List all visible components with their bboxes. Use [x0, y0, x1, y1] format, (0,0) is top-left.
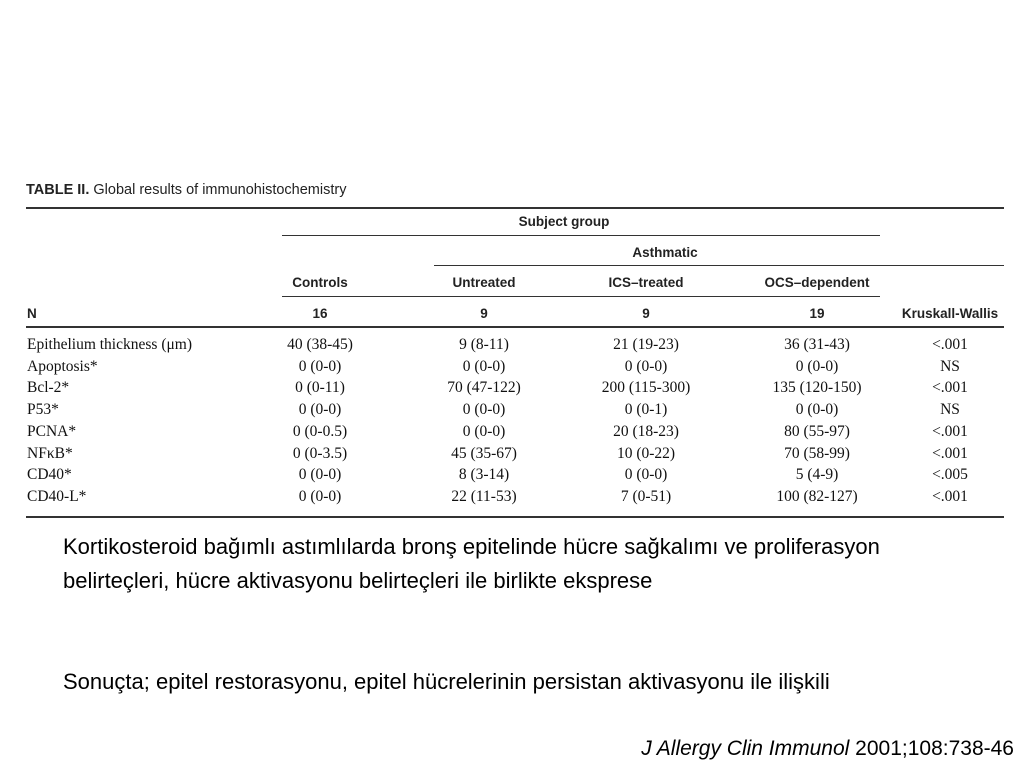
table-cell: 200 (115-300)	[601, 379, 691, 397]
table-cell: 0 (0-0)	[462, 422, 506, 440]
citation-ref: 2001;108:738-46	[849, 737, 1014, 760]
col-header-controls: Controls	[292, 275, 348, 290]
table-cell: 0 (0-3.5)	[292, 444, 348, 462]
citation	[641, 737, 1014, 761]
paragraph-1: Kortikosteroid bağımlı astımlılarda bronş epitelinde hücre sağkalımı ve proliferasyon belirteçleri, hücre aktivasyonu belirteçleri ile birlikte eksprese	[63, 534, 880, 593]
citation-journal: J Allergy Clin Immunol	[641, 737, 850, 760]
bottom-rule	[26, 516, 1004, 518]
asthmatic-rule	[434, 265, 1004, 266]
paragraph-2: Sonuçta; epitel restorasyonu, epitel hücrelerinin persistan aktivasyonu ile ilişkili	[63, 669, 830, 694]
table-cell: <.001	[932, 487, 968, 505]
table-cell: NS	[940, 401, 960, 419]
table-cell: 0 (0-0)	[462, 401, 506, 419]
table-cell: 0 (0-0.5)	[292, 422, 348, 440]
table-cell: 10 (0-22)	[616, 444, 676, 462]
col-header-untreated: Untreated	[452, 275, 516, 290]
table-cell: 22 (11-53)	[451, 487, 517, 505]
n-controls: 16	[312, 306, 328, 321]
column-header-rule	[282, 296, 880, 297]
table-cell: 70 (47-122)	[447, 379, 521, 397]
table-cell: 0 (0-1)	[624, 401, 668, 419]
header-bottom-rule	[26, 326, 1004, 328]
table-cell: <.001	[932, 422, 968, 440]
table-cell: 0 (0-0)	[462, 357, 506, 375]
table-cell: 20 (18-23)	[613, 422, 679, 440]
table-cell: 40 (38-45)	[287, 336, 353, 353]
row-label: Epithelium thickness (μm)	[27, 336, 193, 353]
table-cell: <.005	[932, 466, 968, 484]
row-label: CD40-L*	[27, 487, 87, 505]
table-cell: 0 (0-0)	[298, 357, 342, 375]
table-cell: 100 (82-127)	[776, 487, 858, 505]
table-cell: 7 (0-51)	[620, 487, 672, 505]
table-cell: 0 (0-0)	[795, 401, 839, 419]
table-cell: 36 (31-43)	[784, 336, 850, 353]
row-label: P53*	[27, 401, 59, 419]
row-label: Bcl-2*	[27, 379, 70, 397]
subject-group-rule	[282, 235, 880, 236]
col-header-ocs-dependent: OCS–dependent	[764, 275, 870, 290]
top-rule	[26, 207, 1004, 209]
row-label: PCNA*	[27, 422, 77, 440]
row-label: CD40*	[27, 466, 72, 484]
col-header-kruskall-wallis: Kruskall-Wallis	[901, 306, 999, 321]
table-caption-text: Global results of immunohistochemistry	[93, 182, 347, 198]
table-cell: 0 (0-0)	[298, 466, 342, 484]
row-label: Apoptosis*	[27, 357, 98, 375]
table-cell: <.001	[932, 336, 968, 353]
table-cell: <.001	[932, 379, 968, 397]
table-cell: 45 (35-67)	[451, 444, 517, 462]
table-cell: 70 (58-99)	[784, 444, 850, 462]
table-cell: 0 (0-0)	[298, 487, 342, 505]
n-label: N	[27, 306, 37, 321]
table-cell: 80 (55-97)	[784, 422, 850, 440]
n-untreated: 9	[480, 306, 488, 321]
table-cell: 5 (4-9)	[795, 466, 839, 484]
table-cell: <.001	[932, 444, 968, 462]
table-caption-label: TABLE II.	[26, 182, 90, 198]
n-ics-treated: 9	[642, 306, 650, 321]
asthmatic-header: Asthmatic	[632, 245, 698, 260]
row-label: NFκB*	[27, 444, 73, 462]
table-cell: 8 (3-14)	[458, 466, 510, 484]
table-cell: 9 (8-11)	[459, 336, 509, 353]
table-cell: 21 (19-23)	[613, 336, 679, 353]
n-ocs-dependent: 19	[809, 306, 825, 321]
subject-group-header: Subject group	[518, 214, 610, 229]
table-cell: 0 (0-0)	[624, 466, 668, 484]
table-cell: 0 (0-0)	[795, 357, 839, 375]
table-cell: 135 (120-150)	[772, 379, 862, 397]
table-cell: 0 (0-0)	[298, 401, 342, 419]
table-cell: 0 (0-0)	[624, 357, 668, 375]
table-cell: NS	[940, 357, 960, 375]
table-caption	[26, 182, 346, 198]
table-cell: 0 (0-11)	[295, 379, 345, 397]
col-header-ics-treated: ICS–treated	[608, 275, 684, 290]
